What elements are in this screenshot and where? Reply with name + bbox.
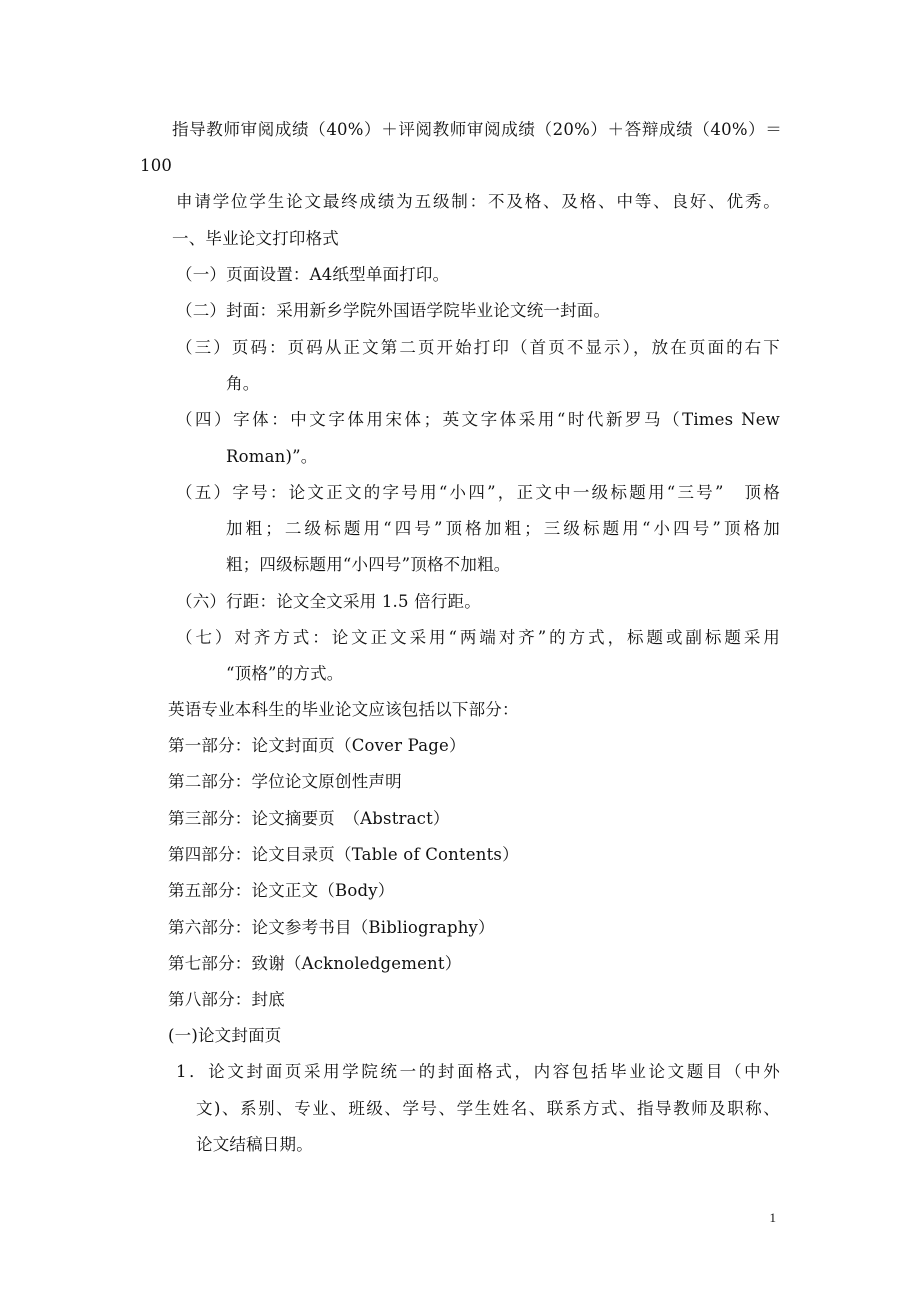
format-item-font-size: （五）字号：论文正文的字号用“小四”，正文中一级标题用“三号” 顶格 bbox=[176, 483, 780, 502]
format-item-font-size-cont-1: 加粗；二级标题用“四号”顶格加粗；三级标题用“小四号”顶格加 bbox=[226, 519, 780, 538]
format-item-font-size-cont-2: 粗；四级标题用“小四号”顶格不加粗。 bbox=[226, 555, 511, 574]
thesis-part-7: 第七部分：致谢（Acknoledgement） bbox=[168, 954, 462, 973]
format-item-line-spacing: （六）行距：论文全文采用 1.5 倍行距。 bbox=[176, 592, 481, 611]
grade-formula-line-2: 100 bbox=[140, 156, 173, 175]
thesis-part-2: 第二部分：学位论文原创性声明 bbox=[168, 772, 402, 791]
format-item-font-cont: Roman)”。 bbox=[226, 447, 318, 466]
cover-item-1-cont-1: 文)、系别、专业、班级、学号、学生姓名、联系方式、指导教师及职称、 bbox=[196, 1099, 780, 1118]
section-heading-print-format: 一、毕业论文打印格式 bbox=[172, 229, 339, 248]
format-item-page-setup: （一）页面设置：A4纸型单面打印。 bbox=[176, 265, 450, 284]
thesis-part-1: 第一部分：论文封面页（Cover Page） bbox=[168, 736, 466, 755]
page-number: 1 bbox=[769, 1210, 776, 1225]
cover-page-heading: (一)论文封面页 bbox=[168, 1026, 282, 1045]
cover-item-1: 1．论文封面页采用学院统一的封面格式，内容包括毕业论文题目（中外 bbox=[176, 1062, 780, 1081]
format-item-alignment-cont: “顶格”的方式。 bbox=[226, 664, 344, 683]
grading-scale-text: 申请学位学生论文最终成绩为五级制：不及格、及格、中等、良好、优秀。 bbox=[176, 192, 780, 211]
cover-item-1-cont-2: 论文结稿日期。 bbox=[196, 1135, 313, 1154]
thesis-part-4: 第四部分：论文目录页（Table of Contents） bbox=[168, 845, 519, 864]
thesis-part-8: 第八部分：封底 bbox=[168, 990, 285, 1009]
format-item-font: （四）字体：中文字体用宋体；英文字体采用“时代新罗马（Times New bbox=[176, 410, 780, 429]
format-item-page-number-cont: 角。 bbox=[226, 374, 260, 393]
format-item-cover: （二）封面：采用新乡学院外国语学院毕业论文统一封面。 bbox=[176, 301, 611, 320]
thesis-part-6: 第六部分：论文参考书目（Bibliography） bbox=[168, 918, 495, 937]
thesis-parts-intro: 英语专业本科生的毕业论文应该包括以下部分： bbox=[168, 700, 519, 719]
format-item-page-number: （三）页码：页码从正文第二页开始打印（首页不显示），放在页面的右下 bbox=[176, 338, 780, 357]
format-item-alignment: （七）对齐方式：论文正文采用“两端对齐”的方式，标题或副标题采用 bbox=[176, 628, 780, 647]
grade-formula-line-1: 指导教师审阅成绩（40%）＋评阅教师审阅成绩（20%）＋答辩成绩（40%）＝ bbox=[172, 120, 782, 139]
thesis-part-3: 第三部分：论文摘要页 （Abstract） bbox=[168, 809, 450, 828]
thesis-part-5: 第五部分：论文正文（Body） bbox=[168, 881, 395, 900]
